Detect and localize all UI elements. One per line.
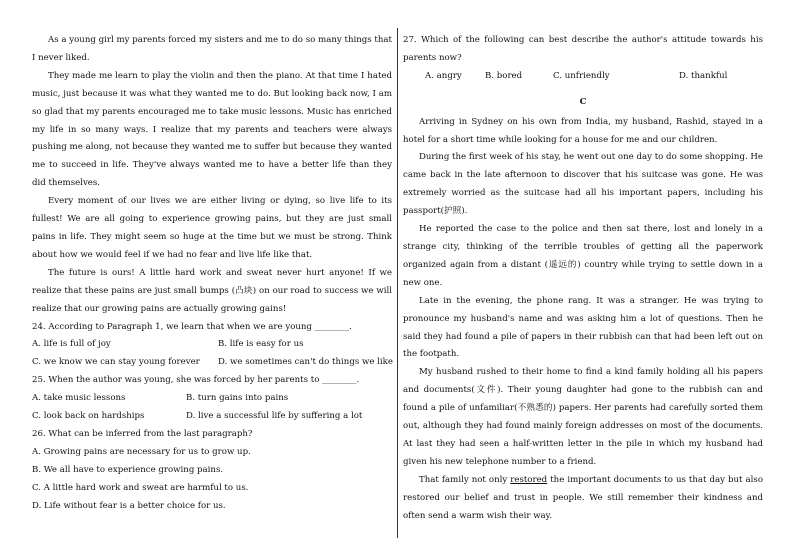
question-25-options-row-2: [32, 408, 392, 426]
question-24-options-row-1: [32, 336, 392, 354]
question-25-option-a[interactable]: A. take music lessons: [32, 393, 126, 404]
underlined-word-restored: restored: [510, 474, 548, 485]
question-25-option-c[interactable]: C. look back on hardships: [32, 411, 145, 422]
right-column: [403, 32, 763, 525]
question-24-option-a[interactable]: A. life is full of joy: [32, 339, 111, 350]
question-25-stem: 25. When the author was young, she was forced by her parents to ________.: [32, 375, 360, 386]
question-26-option-c[interactable]: C. A little hard work and sweat are harmful to us.: [32, 482, 249, 493]
question-24-option-d[interactable]: D. we sometimes can't do things we like: [218, 357, 393, 368]
question-25-options-row-1: [32, 390, 392, 408]
column-divider: [397, 28, 398, 538]
passage-b-paragraph-4: The future is ours! A little hard work and sweat never hurt anyone! If we realize that these pains are just small bumps (凸块) on our road to success we will realize that our growing pains are actually growing gains!: [32, 267, 392, 314]
question-24-stem: 24. According to Paragraph 1, we learn that when we are young ________.: [32, 321, 352, 332]
question-27-option-d[interactable]: D. thankful: [679, 70, 728, 81]
question-26-option-a[interactable]: A. Growing pains are necessary for us to grow up.: [32, 446, 251, 457]
passage-c-heading: C: [579, 96, 587, 107]
question-24-option-c[interactable]: C. we know we can stay young forever: [32, 357, 200, 368]
question-25-option-b[interactable]: B. turn gains into pains: [186, 393, 289, 404]
question-27-stem: 27. Which of the following can best describe the author's attitude towards his parents now?: [403, 35, 763, 63]
question-27-options: [403, 68, 763, 86]
question-27-option-a[interactable]: A. angry: [425, 70, 462, 81]
question-25-option-d[interactable]: D. live a successful life by suffering a lot: [186, 411, 363, 422]
paragraph-6-text-before: That family not only: [419, 474, 511, 485]
question-26-stem: 26. What can be inferred from the last paragraph?: [32, 428, 253, 439]
passage-c-paragraph-5: My husband rushed to their home to find a kind family holding all his papers and documents(文件). Their young daughter had gone to the rubbish can and found a pile of unfamiliar(不熟悉的) papers. Her parents had carefully sorted them out, although they had found mainly foreign addresses on most of the documents. At last they had seen a half-written letter in the pile in which my husband had given his new telephone number to a friend.: [403, 367, 763, 467]
passage-b-paragraph-3: Every moment of our lives we are either living or dying, so live life to its fullest! We are all going to experience growing pains, but they are just small pains in life. They might seem so huge at the time but we must be strong. Think about how we would feel if we had no fear and live life like that.: [32, 196, 392, 260]
question-27-option-b[interactable]: B. bored: [485, 70, 523, 81]
question-27-option-c[interactable]: C. unfriendly: [553, 70, 610, 81]
question-26-option-d[interactable]: D. Life without fear is a better choice for us.: [32, 500, 226, 511]
passage-b-paragraph-1: As a young girl my parents forced my sisters and me to do so many things that I never liked.: [32, 35, 392, 63]
passage-c-paragraph-1: Arriving in Sydney on his own from India, my husband, Rashid, stayed in a hotel for a short time while looking for a house for me and our children.: [403, 116, 763, 145]
passage-c-paragraph-4: Late in the evening, the phone rang. It was a stranger. He was trying to pronounce my husband's name and was asking him a lot of questions. Then he said they had found a pile of papers in their rubbish can that had been left out on the footpath.: [403, 295, 763, 360]
passage-b-paragraph-2: They made me learn to play the violin and then the piano. At that time I hated music, just because it was what they wanted me to do. But looking back now, I am so glad that my parents encouraged me to take music lessons. Music has enriched my life in so many ways. I realize that my parents and teachers were always pushing me along, not because they wanted me to suffer but because they wanted me to succeed in life. They've always wanted me to have a better life than they did themselves.: [32, 70, 392, 189]
passage-c-paragraph-6: [403, 472, 763, 526]
question-26-option-b[interactable]: B. We all have to experience growing pains.: [32, 464, 224, 475]
paragraph-6-text-after: the important documents to us that day but also restored our belief and trust in people. We still remember their kindness and often send a warm wish their way.: [403, 474, 763, 521]
question-24-option-b[interactable]: B. life is easy for us: [218, 339, 304, 350]
passage-c-paragraph-2: During the first week of his stay, he went out one day to do some shopping. He came back in the late afternoon to discover that his suitcase was gone. He was extremely worried as the suitcase had all his important papers, including his passport(护照).: [403, 152, 763, 217]
question-24-options-row-2: [32, 354, 392, 372]
left-column: [32, 32, 392, 515]
passage-c-paragraph-3: He reported the case to the police and then sat there, lost and lonely in a strange city, thinking of the terrible troubles of getting all the paperwork organized again from a distant (遥远的) country while trying to settle down in a new one.: [403, 224, 763, 288]
